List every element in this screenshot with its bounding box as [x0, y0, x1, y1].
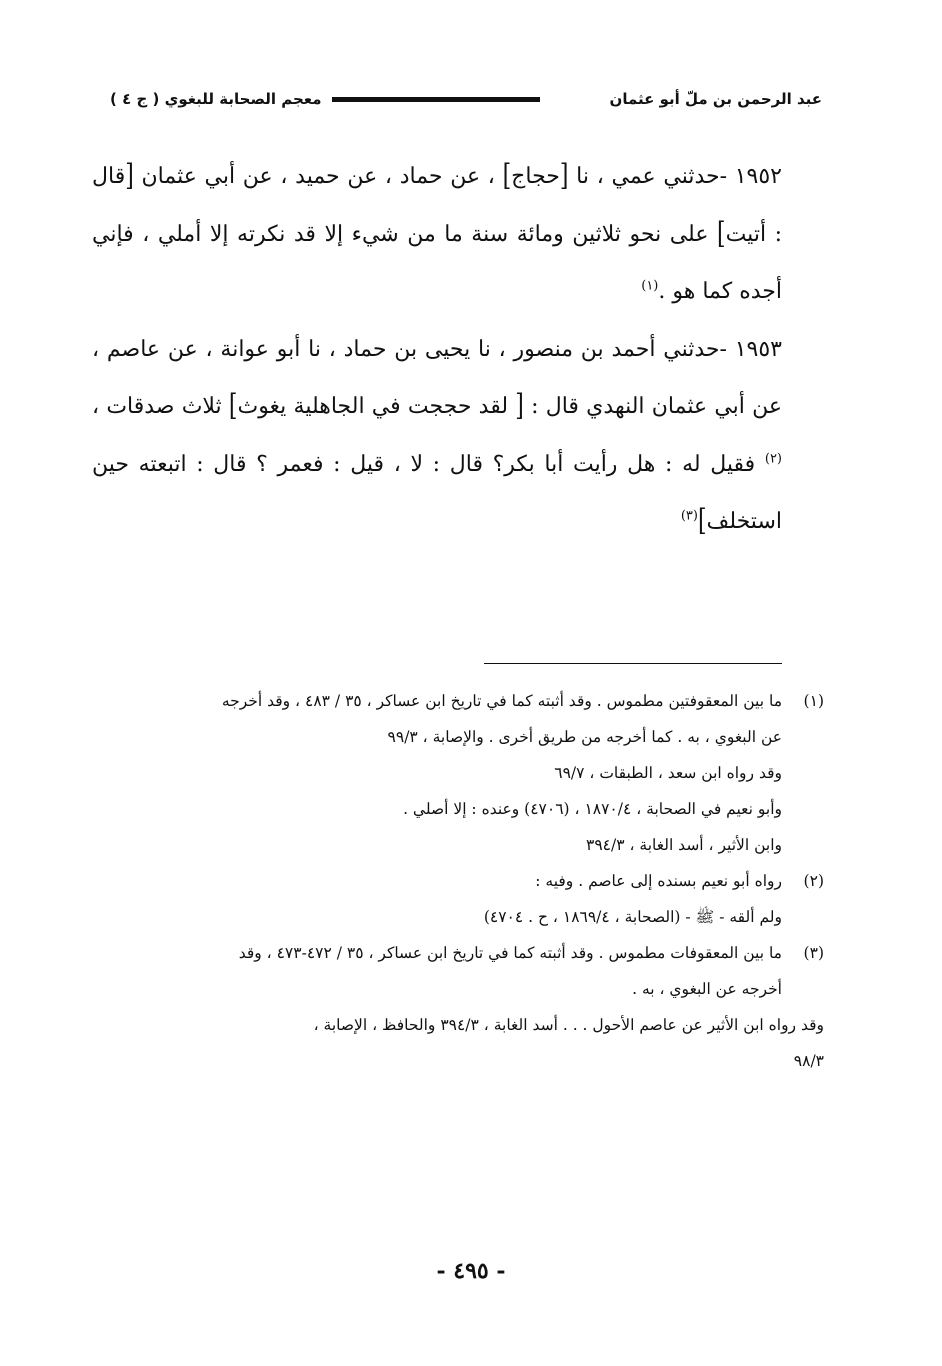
section-title: عبد الرحمن بن ملّ أبو عثمان: [609, 90, 822, 108]
footnote-line: وقد رواه ابن سعد ، الطبقات ، ٦٩/٧: [554, 764, 782, 782]
footnote-1: [44, 683, 824, 863]
hadith-1953-text-2: لقد حججت في الجاهلية يغوث: [237, 394, 516, 419]
footnote-body: [44, 863, 782, 935]
book-title: معجم الصحابة للبغوي ( ج ٤ ): [110, 90, 322, 108]
hadith-1952: [92, 148, 782, 321]
footnote-line: ولم ألقه - ﷺ - (الصحابة ، ١٨٦٩/٤ ، ح . ٤٧٠٤): [483, 908, 782, 926]
footnote-line: وأبو نعيم في الصحابة ، ١٨٧٠/٤ ، (٤٧٠٦) وعنده : إلا أصلي .: [403, 800, 782, 818]
bracket: [: [559, 159, 569, 194]
footnote-line: ٩٨/٣: [793, 1052, 824, 1070]
hadith-1953-text-3: ثلاث صدقات ،: [92, 394, 229, 419]
footnote-line: وقد رواه ابن الأثير عن عاصم الأحول . . . أسد الغابة ، ٣٩٤/٣ والحافظ ، الإصابة ،: [313, 1016, 824, 1034]
header-left-group: [110, 90, 540, 108]
footnote-number: (٣): [803, 944, 824, 962]
footnote-3-continuation: [44, 1007, 824, 1079]
hadith-1952-text-2: حجاج: [511, 164, 560, 189]
hadith-1952-text-1: ١٩٥٢ -حدثني عمي ، نا: [568, 164, 782, 189]
footnote-line: ما بين المعقوفات مطموس . وقد أثبته كما في تاريخ ابن عساكر ، ٣٥ / ٤٧٢-٤٧٣ ، وقد: [238, 944, 782, 962]
bracket: ]: [502, 159, 512, 194]
footnote-line: وابن الأثير ، أسد الغابة ، ٣٩٤/٣: [586, 836, 782, 854]
main-text: [92, 148, 782, 551]
hadith-1952-text-4: قال : أتيت: [92, 164, 782, 247]
footnote-ref-1[interactable]: (١): [641, 278, 659, 294]
footnote-body: [44, 683, 782, 863]
hadith-1953-text-1: ١٩٥٣ -حدثني أحمد بن منصور ، نا يحيى بن حماد ، نا أبو عوانة ، عن عاصم ، عن أبي عثمان النهدي قال :: [92, 336, 782, 419]
footnote-line: رواه أبو نعيم بسنده إلى عاصم . وفيه :: [535, 872, 782, 890]
bracket: [: [515, 389, 524, 424]
footnote-number: (٢): [803, 872, 824, 890]
bracket: [: [125, 159, 134, 194]
footnote-2: [44, 863, 824, 935]
footnotes: [44, 683, 824, 1079]
footnote-body: [44, 935, 782, 1007]
bracket: ]: [697, 504, 707, 539]
footnote-line: أخرجه عن البغوي ، به .: [632, 980, 782, 998]
footnote-line: ما بين المعقوفتين مطموس . وقد أثبته كما في تاريخ ابن عساكر ، ٣٥ / ٤٨٣ ، وقد أخرجه: [221, 692, 782, 710]
page-number: - ٤٩٥ -: [436, 1258, 506, 1284]
footnote-ref-2[interactable]: (٢): [764, 451, 782, 467]
footnote-3: [44, 935, 824, 1007]
footnote-number: (١): [803, 692, 824, 710]
hadith-1952-text-5: على نحو ثلاثين ومائة سنة ما من شيء إلا قد نكرته إلا أملي ، فإني أجده كما هو .: [92, 221, 782, 304]
footnote-line: عن البغوي ، به . كما أخرجه من طريق أخرى . والإصابة ، ٩٩/٣: [387, 728, 782, 746]
hadith-1952-text-3: ، عن حماد ، عن حميد ، عن أبي عثمان: [133, 164, 503, 189]
footnote-ref-3[interactable]: (٣): [680, 508, 698, 524]
header-rule: [332, 97, 540, 102]
hadith-1953-text-4: فقيل له : هل رأيت أبا بكر؟ قال : لا ، قيل : فعمر ؟ قال : اتبعته حين استخلف: [92, 451, 782, 534]
bracket: ]: [228, 389, 238, 424]
running-header: [110, 86, 822, 112]
bracket: ]: [716, 217, 726, 251]
hadith-1953: [92, 321, 782, 551]
footnote-separator: [484, 663, 782, 664]
